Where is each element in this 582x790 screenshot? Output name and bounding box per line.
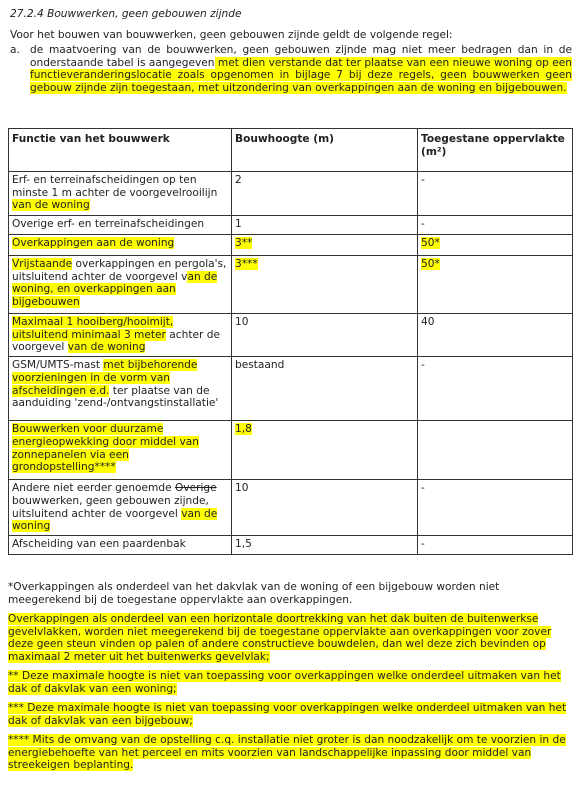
cell-text: 1,8 bbox=[235, 423, 252, 436]
cell-height bbox=[232, 216, 418, 235]
cell-height bbox=[232, 314, 418, 357]
cell-text: 50* bbox=[421, 237, 440, 249]
table-row bbox=[9, 235, 573, 256]
cell-text: an de woning, en overkappingen aan bijgebouwen bbox=[12, 270, 218, 309]
cell-func bbox=[9, 421, 232, 480]
rule-text-added: met dien verstande dat ter plaatse van een nieuwe woning op een functieveranderingslocatie zoals opgenomen in bijlage 7 bij deze regels, geen bouwwerken geen gebouw zijnde zijn toegestaan, met uitzondering van overkappingen aan de woning en bijgebouwen. bbox=[30, 56, 572, 94]
rule-marker: a. bbox=[10, 44, 20, 56]
table-row bbox=[9, 480, 573, 536]
cell-text: 3** bbox=[235, 237, 253, 249]
cell-text: achter de voorgevel bbox=[12, 328, 220, 354]
footnote-text: *Overkappingen als onderdeel van het dakvlak van de woning of een bijgebouw worden niet meegerekend bij de toegestane oppervlakte aan overkappingen. bbox=[8, 581, 500, 606]
footnotes bbox=[8, 581, 574, 779]
cell-func bbox=[9, 256, 232, 314]
table-header-row bbox=[9, 129, 573, 172]
rule-body bbox=[30, 44, 572, 94]
cell-area bbox=[418, 536, 573, 555]
cell-func bbox=[9, 216, 232, 235]
cell-area bbox=[418, 421, 573, 480]
cell-func bbox=[9, 536, 232, 555]
cell-text: 3*** bbox=[235, 258, 258, 270]
cell-height bbox=[232, 536, 418, 555]
cell-area bbox=[418, 314, 573, 357]
footnote bbox=[8, 702, 574, 727]
cell-area bbox=[418, 256, 573, 314]
cell-text: van de woning bbox=[12, 507, 218, 533]
cell-area bbox=[418, 235, 573, 256]
cell-height bbox=[232, 357, 418, 421]
table-body bbox=[9, 172, 573, 555]
section-heading: 27.2.4 Bouwwerken, geen gebouwen zijnde bbox=[10, 8, 242, 20]
cell-height bbox=[232, 172, 418, 216]
header-height: Bouwhoogte (m) bbox=[232, 129, 418, 172]
cell-text: Vrijstaande bbox=[12, 258, 73, 270]
building-table bbox=[8, 128, 573, 555]
cell-area bbox=[418, 357, 573, 421]
cell-text: bestaand bbox=[235, 359, 285, 372]
cell-text: 2 bbox=[235, 174, 242, 186]
cell-text: Overige bbox=[174, 482, 217, 495]
footnote-text: *** Deze maximale hoogte is niet van toepassing voor overkappingen welke onderdeel uitmaken van het dak of dakvlak van een bijgebouw; bbox=[8, 702, 567, 727]
cell-text: bouwwerken, geen gebouwen zijnde, uitsluitend achter de voorgevel bbox=[12, 494, 209, 520]
cell-text: 50* bbox=[421, 258, 440, 270]
footnote bbox=[8, 670, 574, 695]
header-area: Toegestane oppervlakte (m²) bbox=[418, 129, 573, 172]
rule-a bbox=[10, 44, 572, 94]
cell-text: Maximaal 1 hooiberg/hooimijt, uitsluitend minimaal 3 meter bbox=[12, 316, 174, 341]
cell-text: overkappingen en pergola's, uitsluitend achter de voorgevel v bbox=[12, 258, 227, 283]
intro-text: Voor het bouwen van bouwwerken, geen gebouwen zijnde geldt de volgende regel: bbox=[10, 29, 453, 41]
cell-height bbox=[232, 480, 418, 536]
cell-text: Bouwwerken voor duurzame energieopwekking door middel van zonnepanelen via een grondopstelling**** bbox=[12, 423, 199, 474]
cell-area bbox=[418, 172, 573, 216]
rule-text-plain: de maatvoering van de bouwwerken, geen gebouwen zijnde mag niet meer bedragen dan in de onderstaande tabel is aangegeven bbox=[30, 44, 572, 69]
cell-text: Andere niet eerder genoemde bbox=[12, 482, 175, 495]
cell-height bbox=[232, 421, 418, 480]
cell-text: ter plaatse van de aanduiding 'zend-/ontvangstinstallatie' bbox=[12, 384, 219, 410]
footnote bbox=[8, 613, 574, 663]
cell-func bbox=[9, 480, 232, 536]
cell-text: - bbox=[421, 482, 425, 495]
cell-text: - bbox=[421, 174, 425, 186]
cell-text: 40 bbox=[421, 316, 435, 328]
table-row bbox=[9, 421, 573, 480]
cell-area bbox=[418, 480, 573, 536]
cell-text: GSM/UMTS-mast bbox=[12, 359, 104, 372]
cell-func bbox=[9, 235, 232, 256]
cell-text: 1 bbox=[235, 218, 242, 230]
cell-text: Afscheiding van een paardenbak bbox=[12, 538, 186, 551]
cell-text: Overige erf- en terreinafscheidingen bbox=[12, 218, 205, 230]
cell-text: van de woning bbox=[67, 341, 146, 354]
cell-text: 10 bbox=[235, 482, 249, 495]
cell-text: met bijbehorende voorzieningen in de vorm van afscheidingen e.d. bbox=[12, 359, 198, 397]
table-row bbox=[9, 536, 573, 555]
table-row bbox=[9, 172, 573, 216]
table-row bbox=[9, 216, 573, 235]
cell-text: 1,5 bbox=[235, 538, 252, 551]
cell-text: van de woning bbox=[12, 199, 90, 212]
footnote bbox=[8, 581, 574, 606]
table-row bbox=[9, 357, 573, 421]
cell-text: - bbox=[421, 538, 425, 551]
cell-area bbox=[418, 216, 573, 235]
footnote-text: Overkappingen als onderdeel van een horizontale doortrekking van het dak buiten de buitenwerkse gevelvlakken, worden niet meegerekend bij de toegestane oppervlakte aan overkappingen voor zover deze geen steun vinden op palen of andere constructieve bouwdelen, dan wel deze zich bevinden op maximaal 2 meter uit het buitenwerks gevelvlak; bbox=[8, 613, 552, 663]
cell-text: - bbox=[421, 359, 425, 372]
cell-text: Erf- en terreinafscheidingen op ten minste 1 m achter de voorgevelrooilijn bbox=[12, 174, 218, 199]
header-function: Functie van het bouwwerk bbox=[9, 129, 232, 172]
cell-text: Overkappingen aan de woning bbox=[12, 237, 175, 249]
cell-text: - bbox=[421, 218, 425, 230]
cell-height bbox=[232, 235, 418, 256]
footnote bbox=[8, 734, 574, 772]
table-row bbox=[9, 256, 573, 314]
cell-height bbox=[232, 256, 418, 314]
cell-func bbox=[9, 314, 232, 357]
table-row bbox=[9, 314, 573, 357]
footnote-text: ** Deze maximale hoogte is niet van toepassing voor overkappingen welke onderdeel uitmaken van het dak of dakvlak van een woning; bbox=[8, 670, 561, 695]
cell-func bbox=[9, 172, 232, 216]
cell-func bbox=[9, 357, 232, 421]
footnote-text: **** Mits de omvang van de opstelling c.q. installatie niet groter is dan noodzakelijk om te voorzien in de energiebehoefte van het perceel en mits voorzien van landschappelijke inpassing door middel van streekeigen beplanting. bbox=[8, 734, 566, 771]
cell-text: 10 bbox=[235, 316, 249, 328]
